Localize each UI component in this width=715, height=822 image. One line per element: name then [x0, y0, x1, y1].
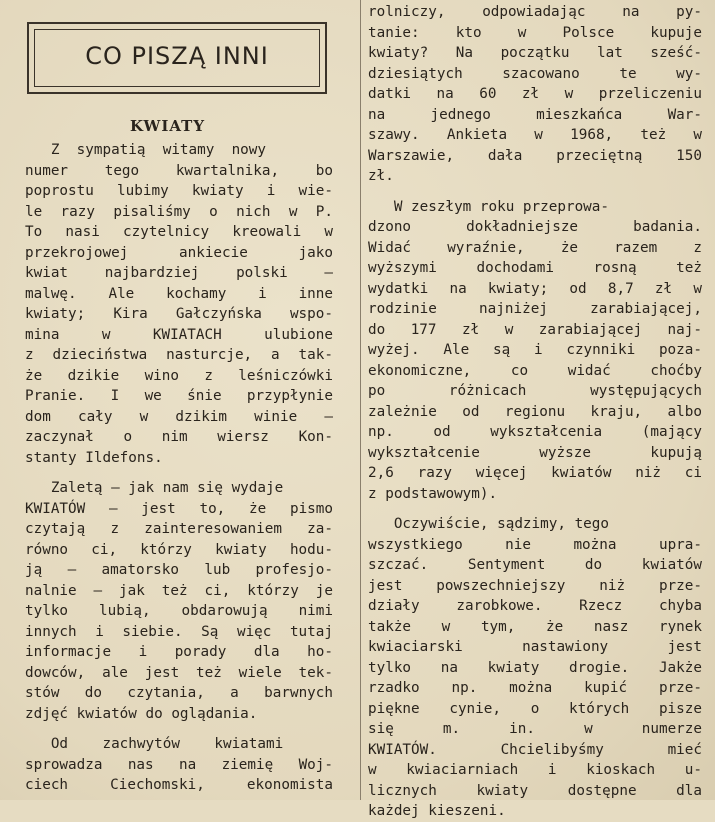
text-line: piękne cynie, o których pisze [368, 700, 702, 717]
text-line: dom cały w dzikim winie — [25, 408, 333, 425]
text-line: Od zachwytów kwiatami [25, 736, 284, 752]
text-line: równo ci, którzy kwiaty hodu- [25, 541, 333, 558]
text-line: ekonomiczne, co widać choćby [368, 362, 702, 379]
text-line: le razy pisaliśmy o nich w P. [25, 203, 333, 220]
text-line: kwiaty? Na początku lat sześć- [368, 45, 702, 61]
column-divider [360, 0, 361, 800]
text-line: rodzinie najniżej zarabiającej, [368, 301, 702, 317]
text-line: każdej kieszeni. [368, 803, 506, 819]
text-line: W zeszłym roku przeprowa- [368, 198, 610, 215]
text-line: że dzikie wino z leśniczówki [25, 367, 333, 384]
text-line: szawy. Ankieta w 1968, też w [368, 127, 702, 143]
text-line: działy zarobkowe. Rzecz chyba [368, 598, 702, 614]
text-line: do 177 zł w zarabiającej naj- [368, 321, 702, 338]
text-line: tylko lubią, obdarowują nimi [25, 603, 333, 619]
text-line: kwiaty; Kira Gałczyńska wspo- [25, 306, 333, 322]
text-line: wykształcenie wyższe kupują [368, 444, 702, 461]
header-box [27, 22, 327, 94]
text-line: z dzieciństwa nasturcje, a tak- [25, 347, 333, 363]
text-line: tylko na kwiaty drogie. Jakże [368, 659, 702, 676]
text-line: zł. [368, 168, 394, 184]
left-column [25, 140, 333, 796]
right-column [368, 2, 702, 822]
text-line: szczać. Sentyment do kwiatów [368, 557, 702, 573]
text-line: np. od wykształcenia (mający [368, 424, 702, 440]
text-line: informacje i porady dla ho- [25, 644, 333, 660]
text-line: przekrojowej ankiecie jako [25, 244, 333, 261]
text-line: zależnie od regionu kraju, albo [368, 403, 702, 420]
text-line: dziesiątych szacowano te wy- [368, 65, 702, 82]
text-line: wyżej. Ale są i czynniki poza- [368, 342, 702, 358]
text-line: jest powszechniejszy niż prze- [368, 577, 702, 594]
text-line: dowców, ale jest też wiele tek- [25, 664, 333, 681]
text-line: nalnie — jak też ci, którzy je [25, 582, 333, 599]
text-line: Zaletą — jak nam się wydaje [25, 480, 284, 496]
text-line: mina w KWIATACH ulubione [25, 326, 333, 343]
text-line: ciech Ciechomski, ekonomista [25, 777, 333, 793]
section-heading: KWIATY [130, 117, 206, 135]
text-line: Warszawie, dała przeciętną 150 [368, 147, 702, 164]
text-line: ją — amatorsko lub profesjo- [25, 562, 333, 578]
text-line: poprostu lubimy kwiaty i wie- [25, 183, 333, 199]
text-line: wyższymi dochodami rosną też [368, 260, 702, 276]
text-line: malwę. Ale kochamy i inne [25, 285, 333, 302]
text-line: po różnicach występujących [368, 383, 702, 399]
text-line: także w tym, że nasz rynek [368, 618, 702, 635]
text-line: KWIATÓW. Chcielibyśmy mieć [368, 741, 702, 758]
paragraph-gap [368, 187, 702, 197]
text-line: Widać wyraźnie, że razem z [368, 239, 702, 256]
text-line: kwiat najbardziej polski — [25, 265, 333, 281]
text-line: stów do czytania, a barwnych [25, 685, 333, 701]
text-line: zaczynał o nim wiersz Kon- [25, 429, 333, 445]
paragraph-gap [25, 468, 333, 478]
text-line: Pranie. I we śnie przypłynie [25, 388, 333, 404]
text-line: dzono dokładniejsze badania. [368, 219, 702, 235]
text-line: wydatki na kwiaty; od 8,7 zł w [368, 280, 702, 297]
text-line: rolniczy, odpowiadając na py- [368, 4, 702, 20]
text-line: To nasi czytelnicy kreowali w [25, 224, 333, 240]
text-line: wszystkiego nie można upra- [368, 536, 702, 553]
text-line: Z sympatią witamy nowy [25, 142, 267, 158]
text-line: 2,6 razy więcej kwiatów niż ci [368, 465, 702, 481]
text-line: innych i siebie. Są więc tutaj [25, 623, 333, 640]
text-line: numer tego kwartalnika, bo [25, 162, 333, 179]
text-line: rzadko np. można kupić prze- [368, 680, 702, 696]
text-line: Oczywiście, sądzimy, tego [368, 516, 610, 532]
text-line: zdjęć kwiatów do oglądania. [25, 705, 258, 722]
text-line: na jednego mieszkańca War- [368, 106, 702, 123]
paragraph-gap [368, 504, 702, 514]
text-line: KWIATÓW — jest to, że pismo [25, 500, 333, 517]
text-line: się m. in. w numerze [368, 721, 702, 737]
text-line: sprowadza nas na ziemię Woj- [25, 756, 333, 773]
text-line: w kwiaciarniach i kioskach u- [368, 762, 702, 778]
text-line: datki na 60 zł w przeliczeniu [368, 86, 702, 102]
text-line: czytają z zainteresowaniem za- [25, 521, 333, 537]
text-line: stanty Ildefons. [25, 449, 163, 466]
page-title: CO PISZĄ INNI [85, 42, 269, 70]
paragraph-gap [25, 724, 333, 734]
text-line: z podstawowym). [368, 485, 498, 502]
text-line: kwiaciarski nastawiony jest [368, 639, 702, 655]
text-line: licznych kwiaty dostępne dla [368, 782, 702, 799]
text-line: tanie: kto w Polsce kupuje [368, 24, 702, 41]
